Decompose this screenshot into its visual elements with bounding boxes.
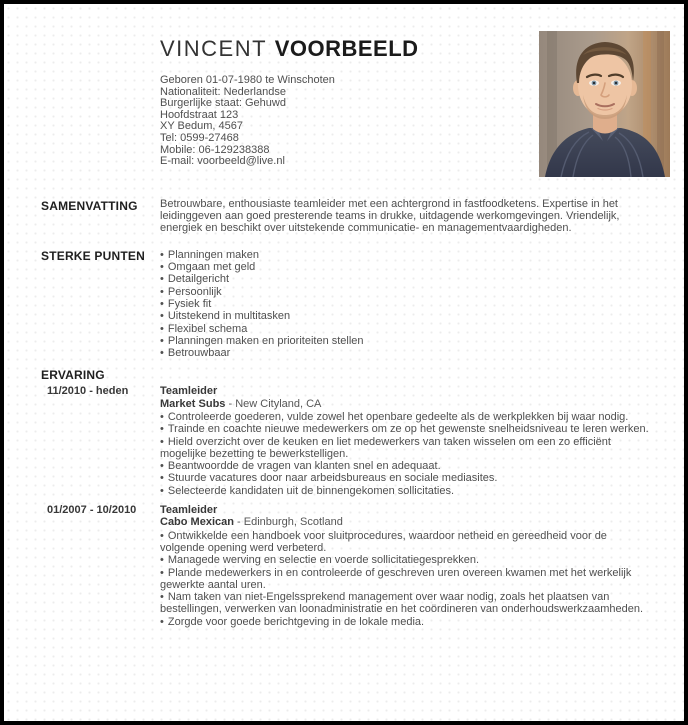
list-item [160,436,652,461]
list-item [160,472,652,484]
list-item [160,530,652,555]
bullet-icon: • [160,472,164,485]
job-title: Teamleider [160,504,218,517]
list-item-label: Detailgericht [167,273,229,286]
bullet-icon: • [160,435,164,448]
bullet-icon: • [160,460,164,473]
job-period: 11/2010 - heden [47,385,129,398]
list-item-label: Planningen maken en prioriteiten stellen [167,334,364,347]
bullet-icon: • [160,410,164,423]
job-period: 01/2007 - 10/2010 [47,504,137,517]
detail-mobile: Mobile: 06-129238388 [160,143,270,156]
list-item [160,616,652,628]
bullet-icon: • [160,334,164,347]
first-name: VINCENT [160,36,268,61]
list-item-label: Persoonlijk [167,285,222,298]
bullet-icon: • [160,285,164,298]
job-bullet-list [160,530,652,628]
detail-city: XY Bedum, 4567 [160,120,243,133]
list-item [160,554,652,566]
list-item [160,567,652,592]
list-item-label: Ontwikkelde een handboek voor sluitprocedures, waardoor netheid en gereedheid voor de volgende opening werd verbeterd. [160,529,607,554]
list-item [160,411,652,423]
bullet-icon: • [160,484,164,497]
list-item-label: Managede werving en selectie en voerde sollicitatiegesprekken. [167,554,480,567]
list-item-label: Beantwoordde de vragen van klanten snel en adequaat. [167,460,441,473]
list-item [160,249,652,261]
bullet-icon: • [160,591,164,604]
list-item [160,261,652,273]
job-company: Market Subs [160,397,226,410]
job-entry-2 [4,504,684,628]
list-item-label: Controleerde goederen, vulde zowel het openbare gedeelte als de werkplekken bij waar nodig. [167,410,629,423]
list-item-label: Stuurde vacatures door naar arbeidsbureaus en sociale mediasites. [167,472,498,485]
list-item-label: Fysiek fit [167,297,212,310]
bullet-icon: • [160,273,164,286]
job-company-line [160,398,652,410]
job-body [160,504,652,628]
sterke-punten-list [160,249,652,360]
section-sterke-punten [4,249,684,360]
summary-text: Betrouwbare, enthousiaste teamleider met een achtergrond in fastfoodketens. Expertise in het leidinggeven aan goed presterende teams in drukke, uitdagende werkomgevingen. Vriendelijk, energiek en beschikt over uitstekende communicatie- en managementvaardigheden. [160,198,620,234]
detail-email: E-mail: voorbeeld@live.nl [160,155,285,168]
last-name: VOORBEELD [274,36,419,61]
list-item-label: Zorgde voor goede berichtgeving in de lokale media. [167,615,425,628]
job-location: - Edinburgh, Scotland [237,516,343,529]
portrait-photo [539,31,670,177]
bullet-icon: • [160,261,164,274]
bullet-icon: • [160,248,164,261]
list-item-label: Hield overzicht over de keuken en liet medewerkers van taken wisselen om een zo efficiënt mogelijke bezetting te bewerkstelligen. [160,435,611,460]
job-title: Teamleider [160,385,218,398]
detail-nationality: Nationaliteit: Nederlandse [160,85,286,98]
detail-phone: Tel: 0599-27468 [160,131,239,144]
list-item-label: Trainde en coachte nieuwe medewerkers om ze op het gewenste snelheidsniveau te leren werken. [167,423,649,436]
list-item [160,298,652,310]
bullet-icon: • [160,554,164,567]
section-ervaring [4,368,684,628]
section-label-samenvatting: SAMENVATTING [41,199,138,213]
list-item [160,460,652,472]
list-item-label: Nam taken van niet-Engelssprekend management over waar nodig, zoals het plaatsen van bestellingen, verwerken van loonadministratie en het coördineren van onderhoudswerkzaamheden. [160,591,644,616]
job-bullet-list [160,411,652,497]
list-item-label: Flexibel schema [167,322,248,335]
job-body [160,385,652,497]
job-entry-1 [4,385,684,497]
detail-street: Hoofdstraat 123 [160,108,239,121]
list-item-label: Omgaan met geld [167,261,256,274]
list-item [160,335,652,347]
list-item [160,591,652,616]
section-label-ervaring: ERVARING [41,368,105,383]
resume-header [4,4,684,182]
bullet-icon: • [160,297,164,310]
section-label-sterke-punten: STERKE PUNTEN [41,248,145,263]
list-item-label: Betrouwbaar [167,347,231,360]
list-item [160,323,652,335]
bullet-icon: • [160,347,164,360]
list-item [160,286,652,298]
list-item-label: Uitstekend in multitasken [167,310,291,323]
list-item [160,310,652,322]
list-item [160,273,652,285]
bullet-icon: • [160,615,164,628]
section-samenvatting [4,199,684,235]
list-item [160,423,652,435]
bullet-icon: • [160,529,164,542]
detail-marital-status: Burgerlijke staat: Gehuwd [160,97,286,110]
list-item [160,485,652,497]
list-item-label: Plande medewerkers in en controleerde of geschreven uren overeen kwamen met het werkelijk gewerkte aantal uren. [160,566,632,591]
bullet-icon: • [160,322,164,335]
list-item-label: Planningen maken [167,248,259,261]
bullet-icon: • [160,423,164,436]
job-location: - New Cityland, CA [228,397,322,410]
bullet-icon: • [160,310,164,323]
list-item-label: Selecteerde kandidaten uit de binnengekomen sollicitaties. [167,484,455,497]
job-company-line [160,516,652,528]
bullet-icon: • [160,566,164,579]
job-company: Cabo Mexican [160,516,234,529]
list-item [160,347,652,359]
detail-born: Geboren 01-07-1980 te Winschoten [160,74,335,86]
